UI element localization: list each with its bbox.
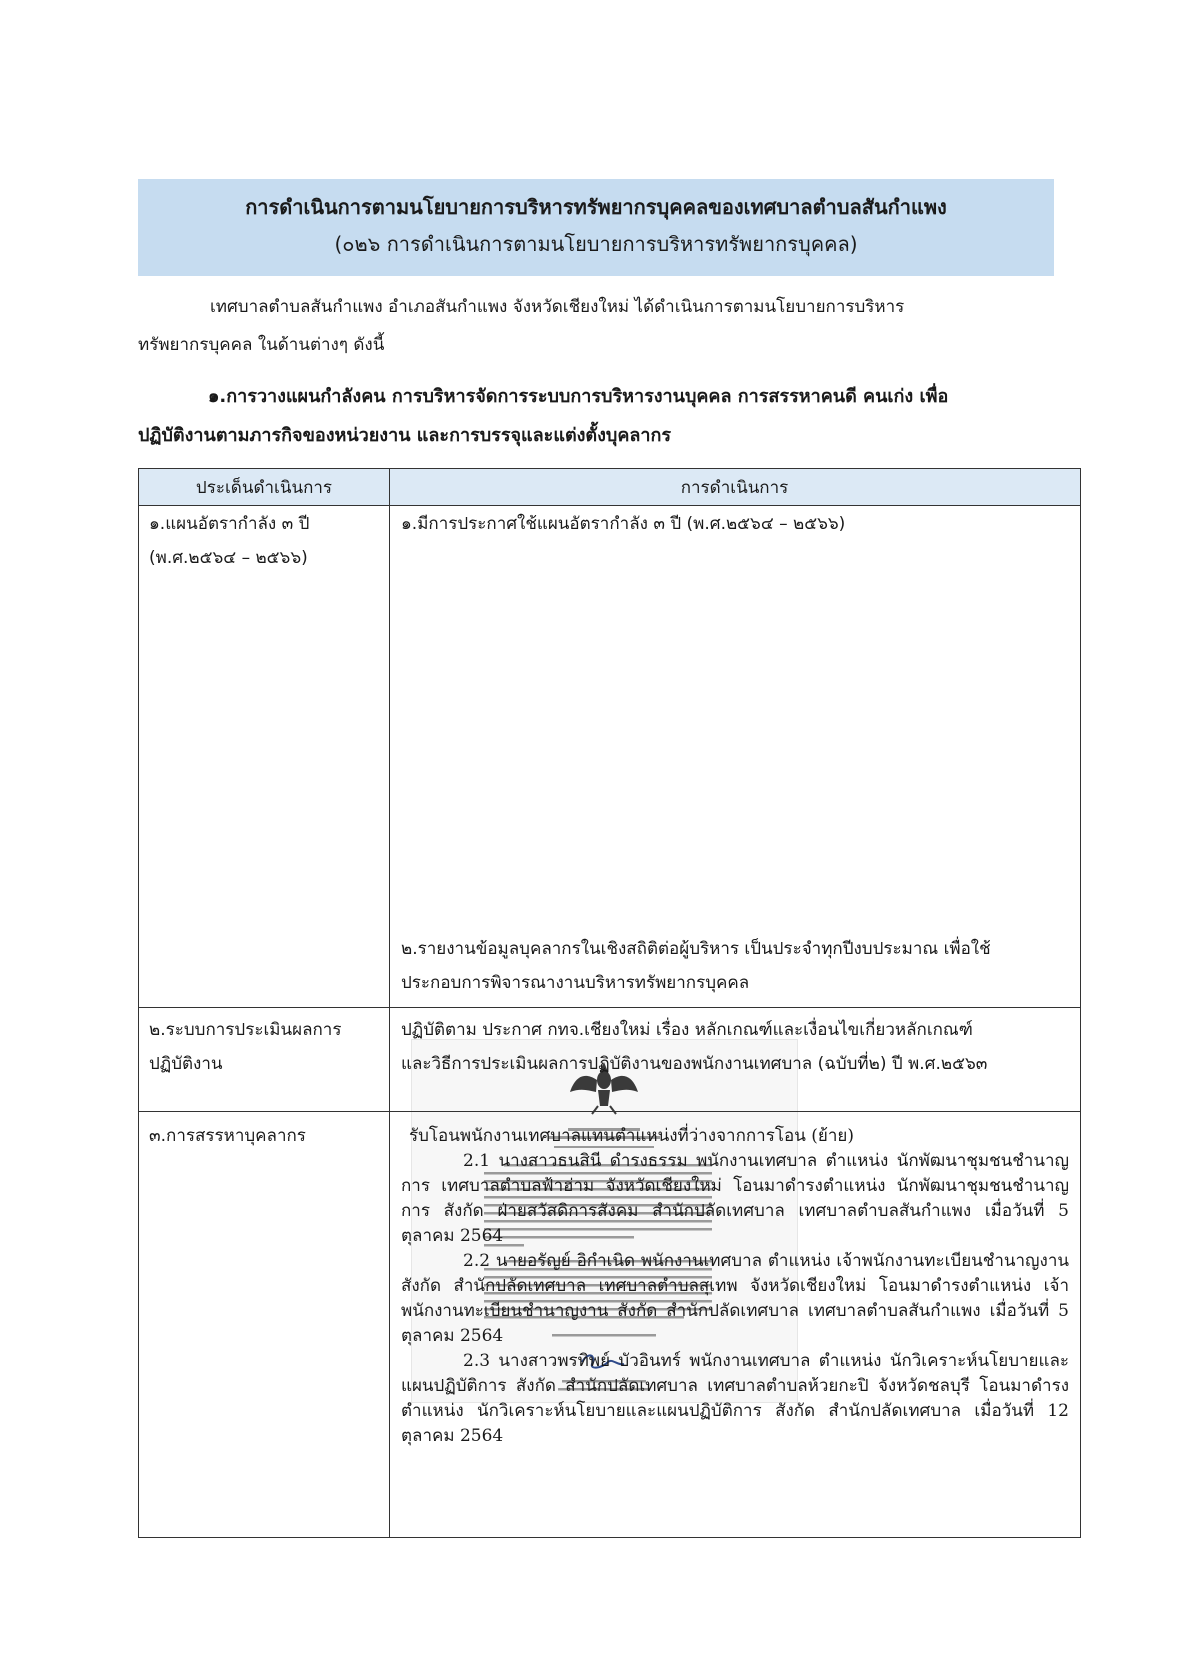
intro-line-1: เทศบาลตำบลสันกำแพง อำเภอสันกำแพง จังหวัดเชียงใหม่ ได้ดำเนินการตามนโยบายการบริหาร	[210, 297, 905, 317]
row-1-topic-line-2: (พ.ศ.๒๕๖๔ – ๒๕๖๖)	[149, 548, 308, 568]
document-title-banner	[138, 179, 1054, 276]
row-divider-1	[139, 1007, 1080, 1008]
row-3-topic: ๓.การสรรหาบุคลากร	[149, 1126, 306, 1146]
intro-line-2: ทรัพยากรบุคคล ในด้านต่างๆ ดังนี้	[138, 335, 385, 355]
row-3-item-2-2: 2.2 นายอรัญย์ อิกำเนิด พนักงานเทศบาล ตำแหน่ง เจ้าพนักงานทะเบียนชำนาญงาน สังกัด สำนักปลัดเทศบาล เทศบาลตำบลสุเทพ จังหวัดเชียงใหม่ โอนมาดำรงตำแหน่ง เจ้าพนักงานทะเบียนชำนาญงาน สังกัด สำนักปลัดเทศบาล เทศบาลตำบลสันกำแพง เมื่อวันที่ 5 ตุลาคม 2564	[401, 1251, 1069, 1346]
row-1-action-2-line-2: ประกอบการพิจารณางานบริหารทรัพยากรบุคคล	[401, 973, 750, 993]
row-2-topic	[149, 1013, 381, 1081]
row-1-action-2	[401, 932, 1069, 1000]
row-divider-2	[139, 1111, 1080, 1112]
row-2-action-line-2: และวิธีการประเมินผลการปฏิบัติงานของพนักงานเทศบาล (ฉบับที่๒) ปี พ.ศ.๒๕๖๓	[401, 1054, 988, 1074]
row-1-action-2-line-1: ๒.รายงานข้อมูลบุคลากรในเชิงสถิติต่อผู้บริหาร เป็นประจำทุกปีงบประมาณ เพื่อใช้	[401, 939, 991, 959]
row-3-item-2-1: 2.1 นางสาวธนสินี ดำรงธรรม พนักงานเทศบาล ตำแหน่ง นักพัฒนาชุมชนชำนาญการ เทศบาลตำบลฟ้าฮ่าม จังหวัดเชียงใหม่ โอนมาดำรงตำแหน่ง นักพัฒนาชุมชนชำนาญการ สังกัด ฝ่ายสวัสดิการสังคม สำนักปลัดเทศบาล เทศบาลตำบลสันกำแพง เมื่อวันที่ 5 ตุลาคม 2564	[401, 1151, 1069, 1246]
row-2-action	[401, 1013, 1069, 1081]
document-title: การดำเนินการตามนโยบายการบริหารทรัพยากรบุคคลของเทศบาลตำบลสันกำแพง	[245, 195, 947, 219]
column-divider	[389, 469, 390, 1537]
row-2-topic-line-1: ๒.ระบบการประเมินผลการ	[149, 1020, 342, 1040]
row-1-topic-line-1: ๑.แผนอัตรากำลัง ๓ ปี	[149, 514, 310, 534]
table-header-action: การดำเนินการ	[680, 478, 789, 498]
row-3-action-heading: รับโอนพนักงานเทศบาลแทนตำแหน่งที่ว่างจากการโอน (ย้าย)	[409, 1126, 854, 1146]
table-header-topic: ประเด็นดำเนินการ	[195, 478, 333, 498]
section-1-heading-line-1: ๑.การวางแผนกำลังคน การบริหารจัดการระบบการบริหารงานบุคคล การสรรหาคนดี คนเก่ง เพื่อ	[208, 386, 949, 407]
section-1-heading	[138, 377, 1058, 455]
row-1-action-1: ๑.มีการประกาศใช้แผนอัตรากำลัง ๓ ปี (พ.ศ.๒๕๖๔ – ๒๕๖๖)	[401, 514, 846, 534]
row-1-topic	[149, 507, 381, 575]
document-subtitle: (๐๒๖ การดำเนินการตามนโยบายการบริหารทรัพยากรบุคคล)	[334, 232, 858, 256]
row-3-action	[401, 1124, 1069, 1449]
section-1-heading-line-2: ปฏิบัติงานตามภารกิจของหน่วยงาน และการบรรจุและแต่งตั้งบุคลากร	[138, 425, 672, 446]
row-2-topic-line-2: ปฏิบัติงาน	[149, 1054, 223, 1074]
actions-table	[138, 468, 1081, 1538]
intro-paragraph	[138, 288, 1058, 364]
row-2-action-line-1: ปฏิบัติตาม ประกาศ กทจ.เชียงใหม่ เรื่อง หลักเกณฑ์และเงื่อนไขเกี่ยวหลักเกณฑ์	[401, 1020, 973, 1040]
row-3-item-2-3: 2.3 นางสาวพรทิพย์ บัวอินทร์ พนักงานเทศบาล ตำแหน่ง นักวิเคราะห์นโยบายและแผนปฏิบัติการ สังกัด สำนักปลัดเทศบาล เทศบาลตำบลห้วยกะปิ จังหวัดชลบุรี โอนมาดำรงตำแหน่ง นักวิเคราะห์นโยบายและแผนปฏิบัติการ สังกัด สำนักปลัดเทศบาล เมื่อวันที่ 12 ตุลาคม 2564	[401, 1351, 1069, 1446]
